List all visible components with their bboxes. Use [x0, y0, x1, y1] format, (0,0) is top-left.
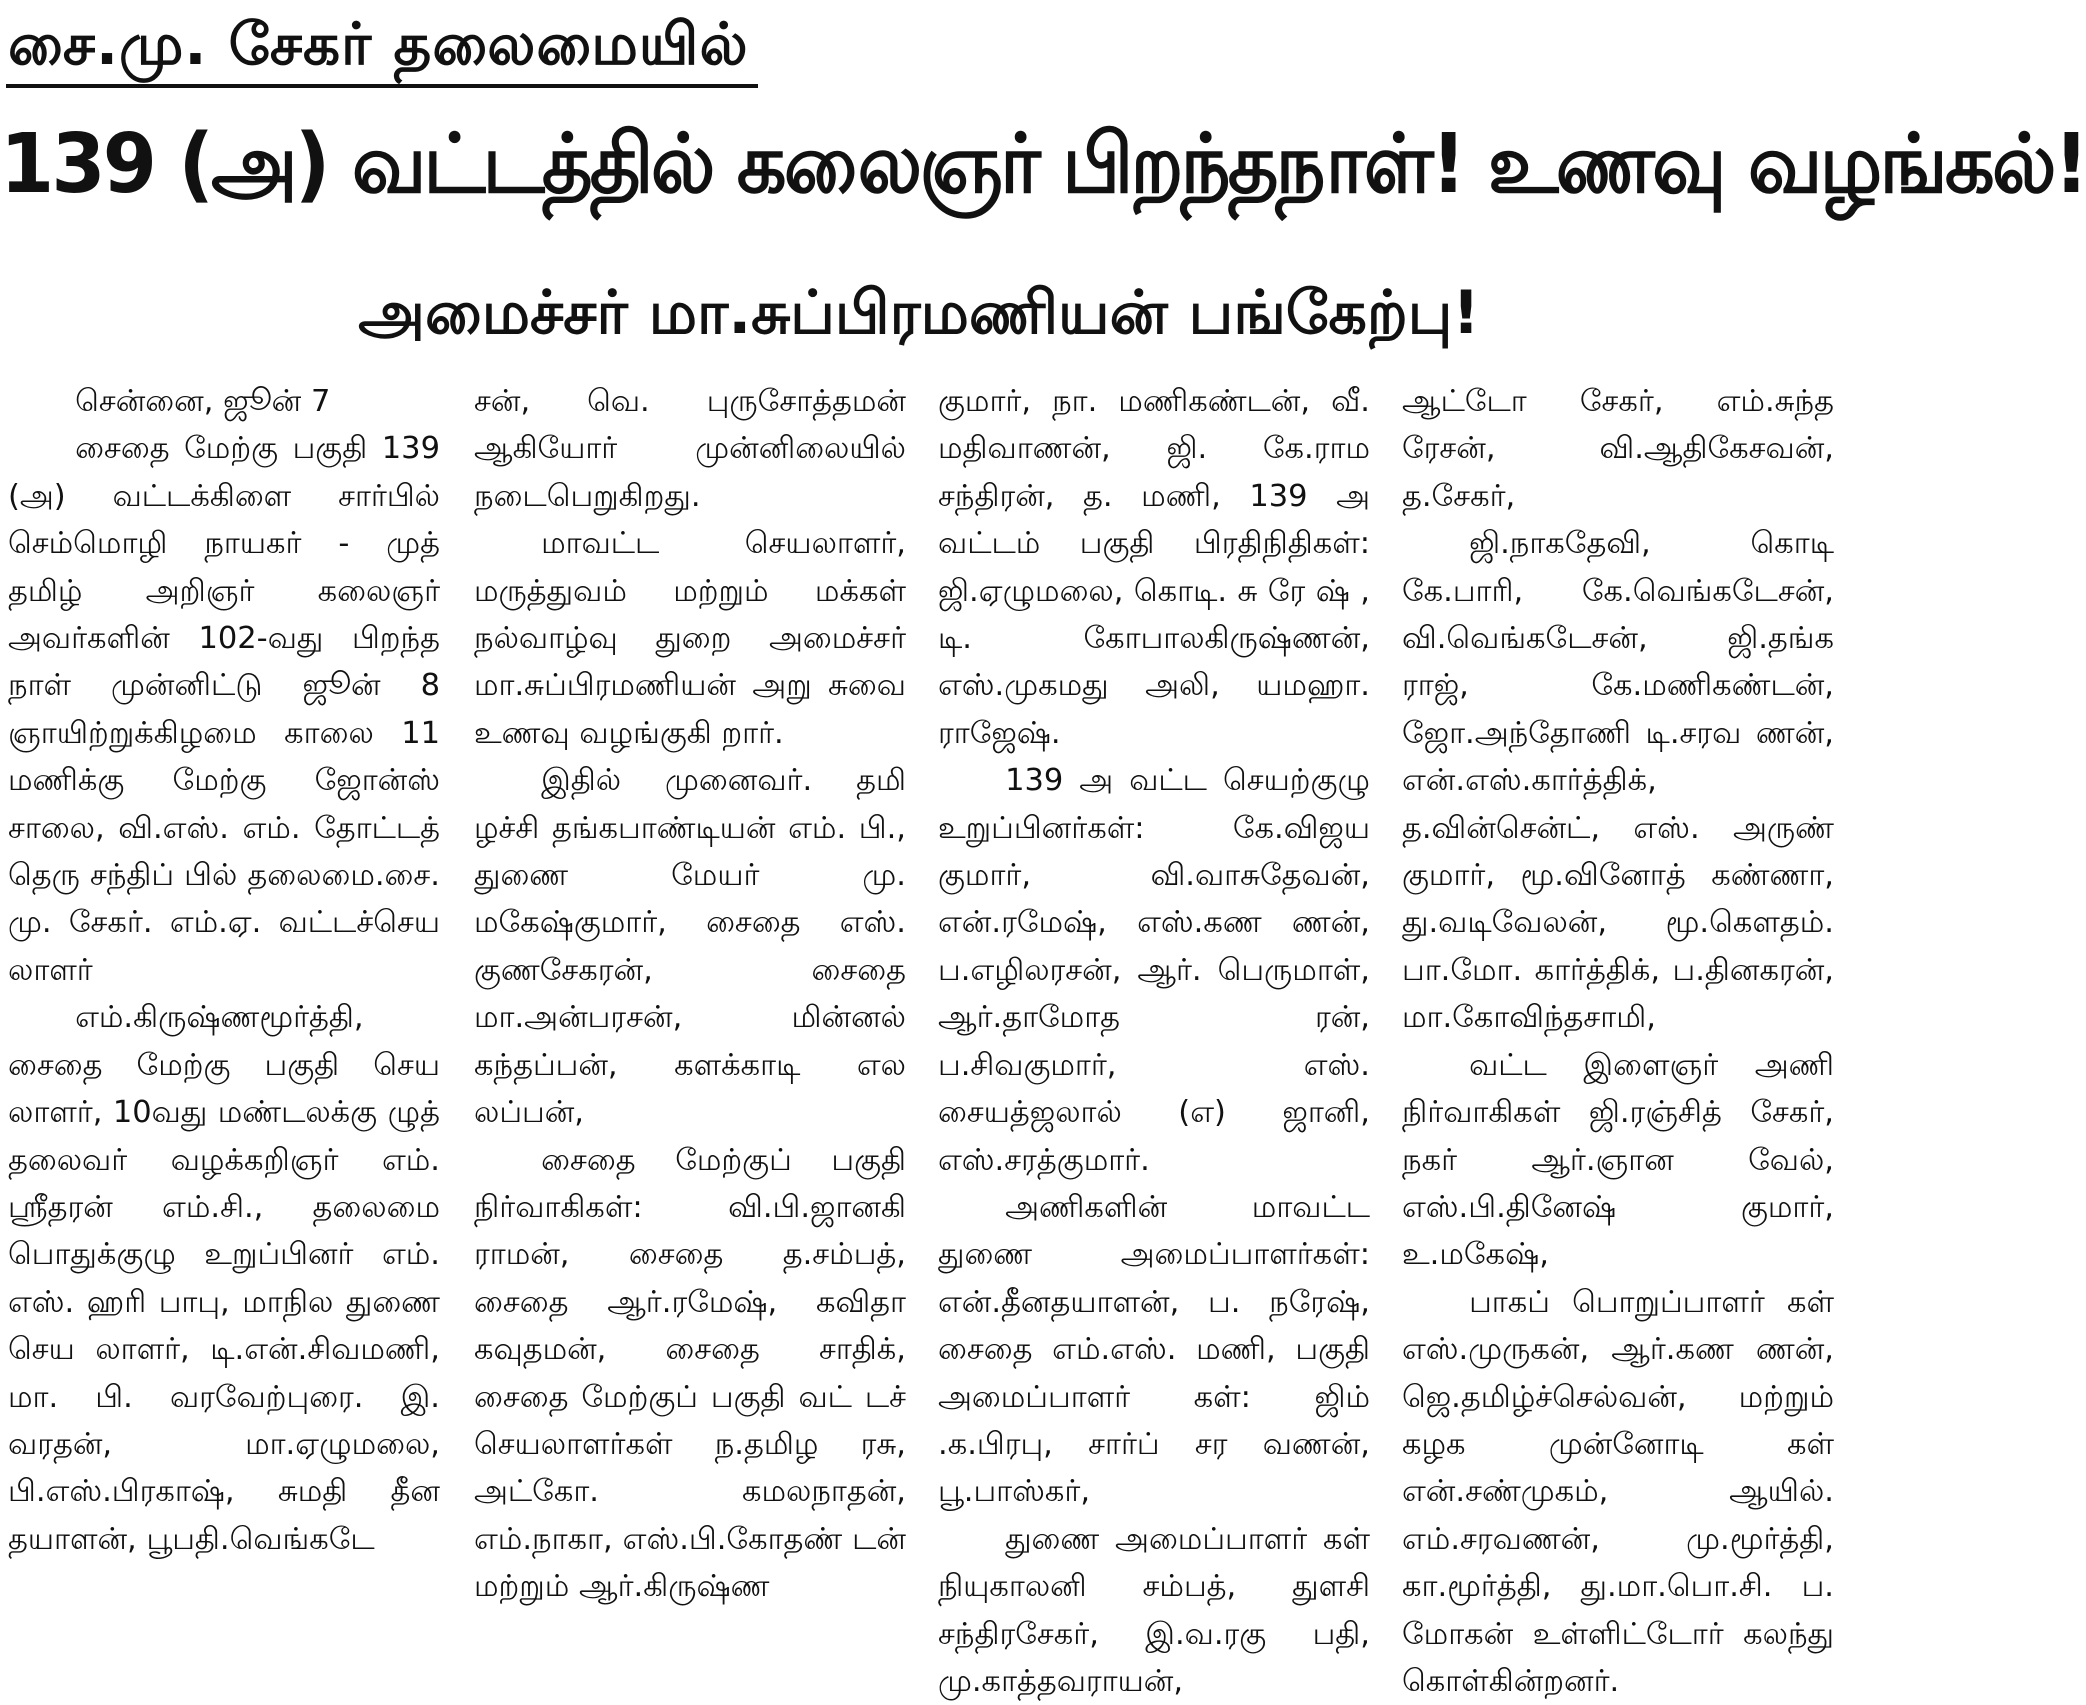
kicker: சை.மு. சேகர் தலைமையில் — [8, 10, 749, 78]
paragraph: மாவட்ட செயலாளர், மருத்துவம் மற்றும் மக்கள் நல்வாழ்வு துறை அமைச்சர் மா.சுப்பிரமணியன் அறு சுவை உணவு வழங்குகி றார். — [474, 526, 906, 751]
paragraph: இதில் முனைவர். தமி ழச்சி தங்கபாண்டியன் எம். பி., துணை மேயர் மு. மகேஷ்குமார், சைதை எஸ். குணசேகரன், சைதை மா.அன்பரசன், மின்னல் கந்தப்பன், களக்காடி எல லப்பன், — [474, 763, 906, 1131]
paragraph: பாகப் பொறுப்பாளர் கள் எஸ்.முருகன், ஆர்.கண ணன், ஜெ.தமிழ்ச்செல்வன், மற்றும் கழக முன்னோடி கள் என்.சண்முகம், ஆயில். எம்.சரவணன், மு.மூர்த்தி, கா.மூர்த்தி, து.மா.பொ.சி. ப. மோகன் உள்ளிட்டோர் கலந்து கொள்கின்றனர். — [1402, 1284, 1834, 1699]
headline: 139 (அ) வட்டத்தில் கலைஞர் பிறந்தநாள்! உணவு வழங்கல்! — [0, 117, 2086, 212]
paragraph: 139 அ வட்ட செயற்குழு உறுப்பினர்கள்: கே.விஜய குமார், வி.வாசுதேவன், என்.ரமேஷ், எஸ்.கண ணன், ப.எழிலரசன், ஆர். பெருமாள், ஆர்.தாமோத ரன், ப.சிவகுமார், எஸ். சையத்ஜலால் (எ) ஜானி, எஸ்.சரத்குமார். — [938, 763, 1370, 1178]
paragraph: குமார், நா. மணிகண்டன், வீ. மதிவாணன், ஜி. கே.ராம சந்திரன், த. மணி, 139 அ வட்டம் பகுதி பிரதிநிதிகள்: ஜி.ஏழுமலை, கொடி. சு ரே ஷ் , டி. கோபாலகிருஷ்ணன், எஸ்.முகமது அலி, யமஹா. ராஜேஷ். — [938, 384, 1370, 751]
subheadline: அமைச்சர் மா.சுப்பிரமணியன் பங்கேற்பு! — [358, 278, 1480, 348]
article-column-3 — [938, 378, 1370, 1699]
paragraph: ஜி.நாகதேவி, கொடி கே.பாரி, கே.வெங்கடேசன், வி.வெங்கடேசன், ஜி.தங்க ராஜ், கே.மணிகண்டன், ஜோ.அந்தோணி டி.சரவ ணன், என்.எஸ்.கார்த்திக், த.வின்சென்ட், எஸ். அருண் குமார், மூ.வினோத் கண்ணா, து.வடிவேலன், மூ.கௌதம். பா.மோ. கார்த்திக், ப.தினகரன், மா.கோவிந்தசாமி, — [1402, 526, 1834, 1036]
paragraph: சென்னை, ஜூன் 7 — [75, 384, 331, 419]
article-column-1 — [8, 378, 440, 1678]
paragraph: ஆட்டோ சேகர், எம்.சுந்த ரேசன், வி.ஆதிகேசவன், த.சேகர், — [1402, 384, 1834, 514]
paragraph: சைதை மேற்கு பகுதி 139 (அ) வட்டக்கிளை சார்பில் செம்மொழி நாயகர் - முத் தமிழ் அறிஞர் கலைஞர் அவர்களின் 102-வது பிறந்த நாள் முன்னிட்டு ஜூன் 8 ஞாயிற்றுக்கிழமை காலை 11 மணிக்கு மேற்கு ஜோன்ஸ் சாலை, வி.எஸ். எம். தோட்டத் தெரு சந்திப் பில் தலைமை.சை. மு. சேகர். எம்.ஏ. வட்டச்செய லாளர் — [8, 431, 440, 988]
paragraph: வட்ட இளைஞர் அணி நிர்வாகிகள் ஜி.ரஞ்சித் சேகர், நகர் ஆர்.ஞான வேல், எஸ்.பி.தினேஷ் குமார், உ.மகேஷ், — [1402, 1047, 1834, 1273]
article-column-4 — [1402, 378, 1834, 1699]
paragraph: துணை அமைப்பாளர் கள் நியுகாலனி சம்பத், துளசி சந்திரசேகர், இ.வ.ரகு பதி, மு.காத்தவராயன், — [938, 1521, 1370, 1699]
paragraph: சைதை மேற்குப் பகுதி நிர்வாகிகள்: வி.பி.ஜானகி ராமன், சைதை த.சம்பத், சைதை ஆர்.ரமேஷ், கவிதா கவுதமன், சைதை சாதிக், சைதை மேற்குப் பகுதி வட் டச் செயலாளர்கள் ந.தமிழ ரசு, அட்கோ. கமலநாதன், எம்.நாகா, எஸ்.பி.கோதண் டன் மற்றும் ஆர்.கிருஷ்ண — [474, 1142, 906, 1605]
paragraph: எம்.கிருஷ்ணமூர்த்தி, சைதை மேற்கு பகுதி செய லாளர், 10வது மண்டலக்கு ழுத் தலைவர் வழக்கறிஞர் எம். ஸ்ரீதரன் எம்.சி., தலைமை பொதுக்குழு உறுப்பினர் எம். எஸ். ஹரி பாபு, மாநில துணை செய லாளர், டி.என்.சிவமணி, மா. பி. வரவேற்புரை. இ. வரதன், மா.ஏழுமலை, பி.எஸ்.பிரகாஷ், சுமதி தீன தயாளன், பூபதி.வெங்கடே — [8, 1000, 440, 1557]
paragraph: சன், வெ. புருசோத்தமன் ஆகியோர் முன்னிலையில் நடைபெறுகிறது. — [474, 384, 906, 514]
article-column-2 — [474, 378, 906, 1678]
paragraph: அணிகளின் மாவட்ட துணை அமைப்பாளர்கள்: என்.தீனதயாளன், ப. நரேஷ், சைதை எம்.எஸ். மணி, பகுதி அமைப்பாளர் கள்: ஜிம் .க.பிரபு, சார்ப் சர வணன், பூ.பாஸ்கர், — [938, 1189, 1370, 1510]
kicker-underline — [6, 84, 758, 88]
